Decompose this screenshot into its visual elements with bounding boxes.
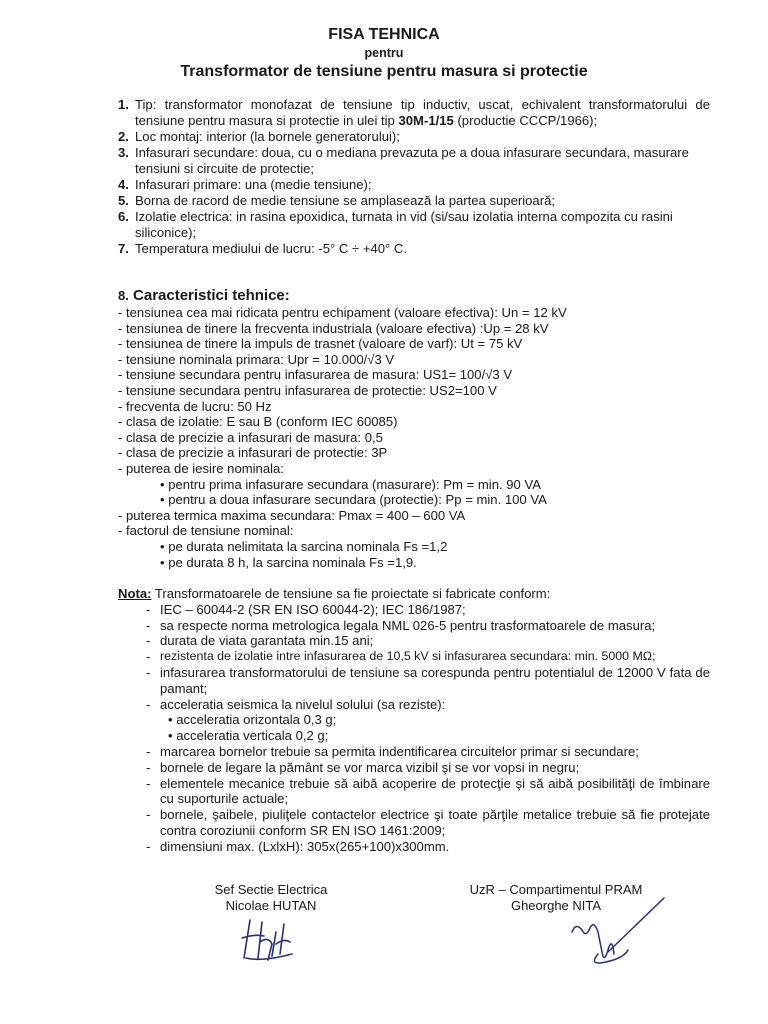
signature-block-left bbox=[196, 882, 346, 914]
note-item: - IEC – 60044-2 (SR EN ISO 60044-2); IEC 186/1987; bbox=[146, 601, 466, 617]
note-item: - bornele de legare la pământ se vor marca vizibil şi se vor vopsi in negru; bbox=[146, 759, 580, 775]
document-title: FISA TEHNICA bbox=[328, 26, 440, 43]
char-subline: • pe durata nelimitata la sarcina nominala Fs =1,2 bbox=[160, 538, 448, 554]
signer-role: Sef Sectie Electrica bbox=[214, 882, 328, 897]
section-heading: 8. Caracteristici tehnice: bbox=[118, 287, 290, 304]
char-line: - factorul de tensiune nominal: bbox=[118, 523, 294, 539]
product-title: Transformator de tensiune pentru masura si protectie bbox=[180, 63, 588, 80]
char-line: - tensiunea cea mai ridicata pentru echipament (valoare efectiva): Un = 12 kV bbox=[118, 305, 567, 320]
char-subline: • pentru a doua infasurare secundara (protectie): Pp = min. 100 VA bbox=[160, 492, 547, 508]
document-subtitle: pentru bbox=[364, 46, 404, 60]
note-label: Nota: bbox=[118, 586, 152, 601]
list-item: 3. Infasurari secundare: doua, cu o mediana prevazuta pe a doua infasurare secundara, masurare tensiuni si circuite de protectie; bbox=[118, 145, 689, 176]
char-line: - clasa de precizie a infasurari de protectie: 3P bbox=[118, 445, 388, 461]
spec-list bbox=[118, 97, 710, 257]
signer-name: Nicolae HUTAN bbox=[225, 898, 317, 913]
char-line: - puterea termica maxima secundara: Pmax = 400 – 600 VA bbox=[118, 507, 466, 523]
note-item: - marcarea bornelor trebuie sa permita indentificarea circuitelor primar si secundare; bbox=[146, 743, 639, 759]
list-item: 2. Loc montaj: interior (la bornele generatorului); bbox=[118, 129, 400, 144]
note-item: - sa respecte norma metrologica legala NML 026-5 pentru trasformatoarele de masura; bbox=[146, 617, 656, 633]
char-line: - clasa de precizie a infasurari de masura: 0,5 bbox=[118, 429, 383, 445]
handwritten-signature-left bbox=[232, 914, 312, 966]
note-item: - acceleratia seismica la nivelul solului (sa reziste): bbox=[146, 696, 446, 712]
char-line: - clasa de izolatie: E sau B (conform IEC 60085) bbox=[118, 414, 398, 430]
signer-name: Gheorghe NITA bbox=[510, 898, 602, 913]
signer-role: UzR – Compartimentul PRAM bbox=[469, 882, 643, 897]
char-line: - tensiunea de tinere la frecventa industriala (valoare efectiva) :Up = 28 kV bbox=[118, 320, 549, 336]
technical-characteristics bbox=[118, 305, 718, 570]
char-subline: • pe durata 8 h, la sarcina nominala Fs =1,9. bbox=[160, 554, 417, 570]
char-line: - puterea de iesire nominala: bbox=[118, 460, 284, 476]
char-line: - tensiune secundara pentru infasurarea de masura: US1= 100/√3 V bbox=[118, 367, 513, 383]
note-item: - elementele mecanice trebuie să aibă acoperire de protecţie şi să aibă posibilităţi de îmbinare cu suporturile actuale; bbox=[146, 775, 710, 807]
list-item: 1. Tip: transformator monofazat de tensiune tip inductiv, uscat, echivalent transformatorului de tensiune pentru masura si protectie in ulei tip 30M-1/15 (productie CCCP/1966); bbox=[118, 97, 710, 128]
char-line: - frecventa de lucru: 50 Hz bbox=[118, 398, 272, 414]
list-item: 5. Borna de racord de medie tensiune se amplasează la partea superioară; bbox=[118, 193, 555, 208]
note-intro: Transformatoarele de tensiune sa fie proiectate si fabricate conform: bbox=[151, 586, 551, 601]
char-line: - tensiune nominala primara: Upr = 10.000/√3 V bbox=[118, 351, 395, 367]
note-item: - durata de viata garantata min.15 ani; bbox=[146, 633, 374, 649]
char-line: - tensiune secundara pentru infasurarea de protectie: US2=100 V bbox=[118, 382, 497, 398]
char-subline: • pentru prima infasurare secundara (masurare): Pm = min. 90 VA bbox=[160, 476, 541, 492]
note-section bbox=[118, 586, 710, 855]
list-item: 4. Infasurari primare: una (medie tensiune); bbox=[118, 177, 372, 192]
list-item: 6. Izolatie electrica: in rasina epoxidica, turnata in vid (si/sau izolatia interna compozita cu rasini siliconice); bbox=[118, 209, 673, 240]
note-subitem: • acceleratia verticala 0,2 g; bbox=[168, 728, 329, 744]
note-item: - bornele, şaibele, piuliţele contactelor electrice şi toate părţile metalice trebuie să fie protejate contra coroziunii conform SR EN ISO 1461:2009; bbox=[146, 807, 710, 838]
note-subitem: • acceleratia orizontala 0,3 g; bbox=[168, 712, 337, 728]
note-item: - dimensiuni max. (LxlxH): 305x(265+100)x300mm. bbox=[146, 838, 450, 854]
note-item: - rezistenta de izolatie intre infasurarea de 10,5 kV si infasurarea secundara: min. 5000 MΩ; bbox=[146, 649, 656, 665]
note-item: - infasurarea transformatorului de tensiune sa corespunda pentru potentialul de 12000 V fata de pamant; bbox=[146, 664, 710, 696]
handwritten-signature-right bbox=[568, 892, 668, 972]
list-item: 7. Temperatura mediului de lucru: -5° C ÷ +40° C. bbox=[118, 241, 408, 256]
char-line: - tensiunea de tinere la impuls de trasnet (valoare de varf): Ut = 75 kV bbox=[118, 336, 523, 352]
